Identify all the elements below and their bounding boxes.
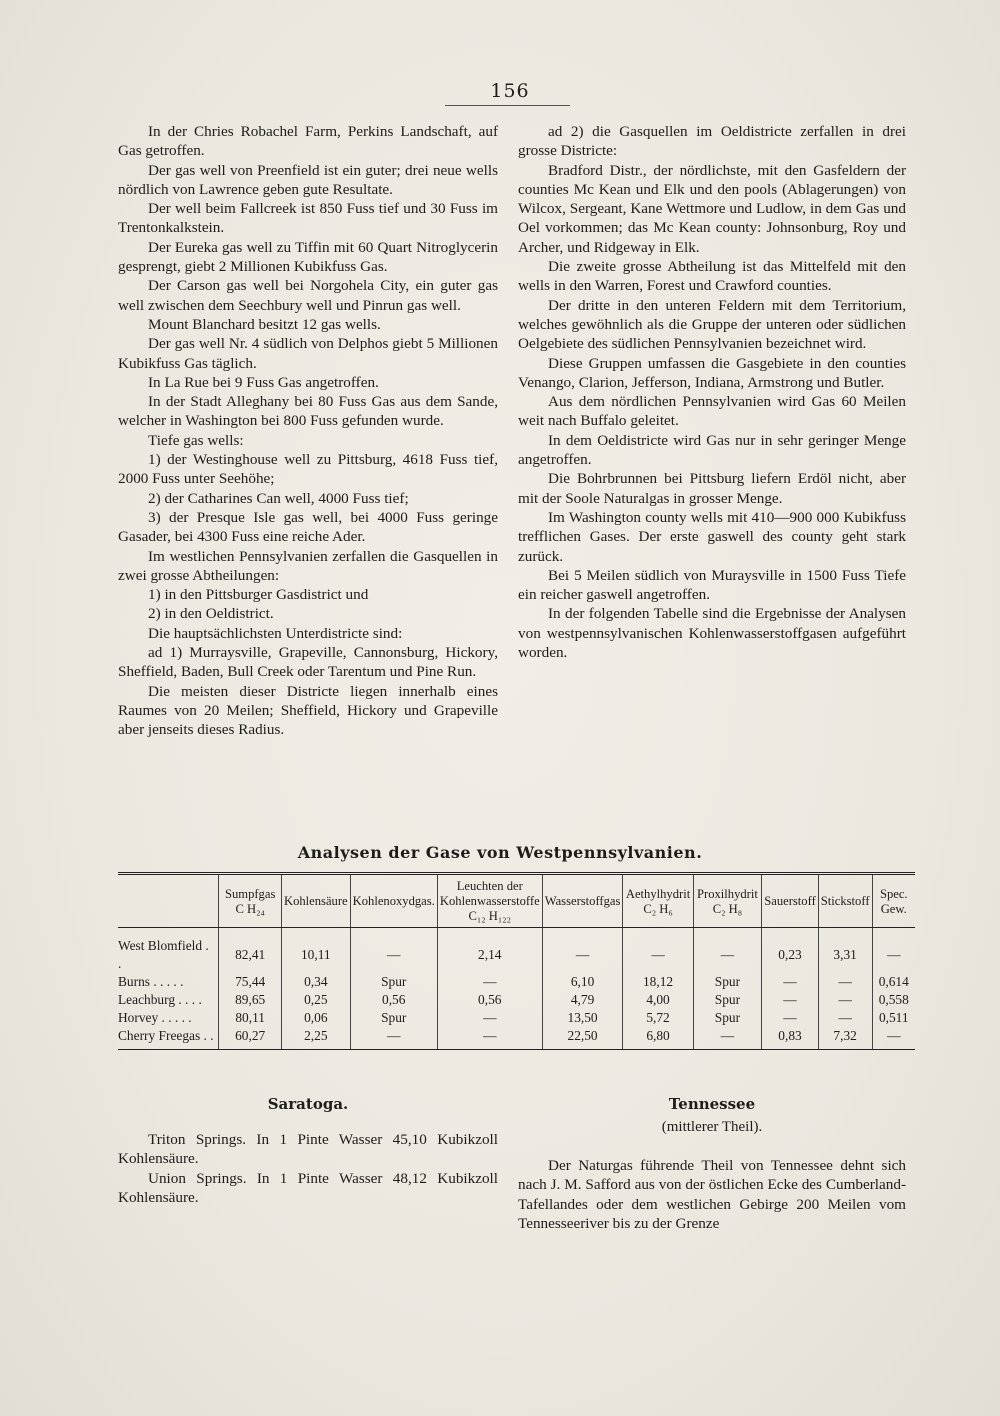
list-item: 3) der Presque Isle gas well, bei 4000 Fuss geringe Gasader, bei 4300 Fuss eine reiche Ader. (118, 508, 498, 546)
section-subtitle-tennessee: (mittlerer Theil). (661, 1119, 763, 1135)
table-cell: — (437, 1027, 542, 1050)
column-header: Stickstoff (818, 874, 872, 928)
table-cell: 13,50 (542, 1009, 623, 1027)
section-title-tennessee: Tennessee (668, 1095, 756, 1113)
list-item: 1) der Westinghouse well zu Pittsburg, 4618 Fuss tief, 2000 Fuss unter Seehöhe; (118, 451, 498, 488)
saratoga-section (118, 1130, 498, 1207)
table-cell: Spur (693, 1009, 762, 1027)
table-header-row (118, 874, 915, 928)
tennessee-section (518, 1156, 906, 1233)
column-header: Kohlensäure (281, 874, 350, 928)
paragraph: Mount Blanchard besitzt 12 gas wells. (148, 315, 381, 333)
table-cell: 82,41 (219, 928, 282, 974)
table-cell: Cherry Freegas . . (118, 1027, 219, 1050)
paragraph: Im Washington county wells mit 410—900 000 Kubikfuss trefflichen Gases. Der erste gaswell des county geht stark zurück. (518, 508, 906, 565)
table-cell: 22,50 (542, 1027, 623, 1050)
table-row (118, 991, 915, 1009)
column-header-location (118, 874, 219, 928)
column-header: Aethylhydrit C₂ H₆ (623, 874, 693, 928)
table-cell: 89,65 (219, 991, 282, 1009)
table-cell: — (762, 991, 819, 1009)
table-cell: — (818, 1009, 872, 1027)
list-item: 2) in den Oeldistrict. (148, 605, 274, 623)
paragraph: Die Bohrbrunnen bei Pittsburg liefern Erdöl nicht, aber mit der Soole Naturalgas in grosser Menge. (518, 470, 906, 507)
column-header: Kohlenoxydgas. (350, 874, 437, 928)
table-cell: 75,44 (219, 973, 282, 991)
table-cell: Leachburg . . . . (118, 992, 202, 1007)
paragraph: In La Rue bei 9 Fuss Gas angetroffen. (148, 373, 379, 391)
table-row (118, 973, 915, 991)
table-cell: 0,23 (762, 928, 819, 974)
table-cell: 80,11 (219, 1009, 282, 1027)
paragraph: In der Chries Robachel Farm, Perkins Landschaft, auf Gas getroffen. (118, 123, 498, 160)
paragraph: Der gas well Nr. 4 südlich von Delphos giebt 5 Millionen Kubikfuss Gas täglich. (118, 335, 498, 372)
table-cell: 10,11 (281, 928, 350, 974)
table-cell: 4,00 (623, 991, 693, 1009)
column-header: Sauerstoff (762, 874, 819, 928)
list-item: ad 1) Murraysville, Grapeville, Cannonsburg, Hickory, Sheffield, Baden, Bull Creek oder Tarentum und Pine Run. (118, 644, 498, 681)
table-cell: 0,34 (281, 973, 350, 991)
table-cell: 0,06 (281, 1009, 350, 1027)
table-cell: 6,10 (542, 973, 623, 991)
section-title-saratoga: Saratoga. (267, 1095, 349, 1113)
table-cell: 2,25 (281, 1027, 350, 1050)
table-cell: — (818, 973, 872, 991)
table-cell: 7,32 (818, 1027, 872, 1050)
table-title: Analysen der Gase von Westpennsylvanien. (297, 843, 703, 862)
paragraph: In der Stadt Alleghany bei 80 Fuss Gas aus dem Sande, welcher in Washington bei 800 Fuss gefunden wurde. (118, 393, 498, 430)
right-column (518, 122, 906, 662)
list-item: 2) der Catharines Can well, 4000 Fuss tief; (148, 489, 409, 507)
paragraph: Diese Gruppen umfassen die Gasgebiete in den counties Venango, Clarion, Jefferson, Indiana, Armstrong und Butler. (518, 354, 906, 391)
gas-analysis-table (118, 872, 915, 1050)
paragraph: Die hauptsächlichsten Unterdistricte sind: (148, 624, 403, 642)
paragraph: Der dritte in den unteren Feldern mit dem Territorium, welches gewöhnlich als die Gruppe der unteren oder südlichen Oelgebiete des südlichen Pennsylvanien bezeichnet wird. (518, 296, 906, 353)
paragraph: Aus dem nördlichen Pennsylvanien wird Gas 60 Meilen weit nach Buffalo geleitet. (518, 393, 906, 430)
table-cell: 3,31 (818, 928, 872, 974)
list-item: 1) in den Pittsburger Gasdistrict und (148, 586, 369, 604)
table-cell: Spur (350, 1009, 437, 1027)
table-cell: Spur (693, 973, 762, 991)
paragraph: Der gas well von Preenfield ist ein guter; drei neue wells nördlich von Lawrence geben gute Resultate. (118, 161, 498, 198)
paragraph: In der folgenden Tabelle sind die Ergebnisse der Analysen von westpennsylvanischen Kohlenwasserstoffgasen aufgeführt worden. (518, 605, 906, 662)
table-cell: 0,83 (762, 1027, 819, 1050)
table-cell: — (693, 928, 762, 974)
table-cell: — (872, 928, 915, 974)
paragraph: Union Springs. In 1 Pinte Wasser 48,12 Kubikzoll Kohlensäure. (118, 1169, 498, 1206)
paragraph: Die meisten dieser Districte liegen innerhalb eines Raumes von 20 Meilen; Sheffield, Hickory und Grapeville aber jenseits dieses Radius. (118, 682, 498, 739)
table-cell: — (818, 991, 872, 1009)
paragraph: Bradford Distr., der nördlichste, mit den Gasfeldern der counties Mc Kean und Elk und den pools (Ablagerungen) von Wilcox, Sergeant, Kane Wettmore und Ludlow, in dem Gas und Oel vorkommen; das Mc Kean county: Johnsonburg, Roy und Archer, und Ridgeway in Elk. (518, 161, 906, 256)
table-cell: Horvey . . . . . (118, 1010, 192, 1025)
column-header: Sumpfgas C H₂₄ (219, 874, 282, 928)
paragraph: Der Carson gas well bei Norgohela City, ein guter gas well zwischen dem Seechbury well und Pinrun gas well. (118, 277, 498, 314)
table-cell: 0,25 (281, 991, 350, 1009)
table-cell: Spur (350, 973, 437, 991)
paragraph: ad 2) die Gasquellen im Oeldistricte zerfallen in drei grosse Districte: (518, 123, 906, 160)
table-cell: 6,80 (623, 1027, 693, 1050)
table-cell: West Blomfield . . (118, 938, 209, 971)
table-cell: — (350, 928, 437, 974)
paragraph: Die zweite grosse Abtheilung ist das Mittelfeld mit den wells in den Warren, Forest und Crawford counties. (518, 258, 906, 295)
table-cell: 4,79 (542, 991, 623, 1009)
paragraph: Triton Springs. In 1 Pinte Wasser 45,10 Kubikzoll Kohlensäure. (118, 1131, 498, 1168)
paragraph: Der well beim Fallcreek ist 850 Fuss tief und 30 Fuss im Trentonkalkstein. (118, 200, 498, 237)
table-cell: Spur (693, 991, 762, 1009)
paragraph: Der Eureka gas well zu Tiffin mit 60 Quart Nitroglycerin gesprengt, giebt 2 Millionen Kubikfuss Gas. (118, 238, 498, 276)
column-header: Spec. Gew. (872, 874, 915, 928)
table-cell: — (350, 1027, 437, 1050)
table-row (118, 928, 915, 974)
page-number: 156 (490, 80, 530, 102)
table-cell: — (437, 1009, 542, 1027)
table-cell: 2,14 (437, 928, 542, 974)
table-cell: — (693, 1027, 762, 1050)
table-cell: 0,511 (872, 1009, 915, 1027)
table-cell: — (542, 928, 623, 974)
table-cell: 18,12 (623, 973, 693, 991)
table-cell: 5,72 (623, 1009, 693, 1027)
left-column (118, 122, 498, 740)
table-cell: — (872, 1027, 915, 1050)
table-cell: 0,56 (350, 991, 437, 1009)
table-cell: 60,27 (219, 1027, 282, 1050)
column-header: Proxilhydrit C₂ H₈ (693, 874, 762, 928)
column-header: Wasserstoffgas (542, 874, 623, 928)
paragraph: Der Naturgas führende Theil von Tennessee dehnt sich nach J. M. Safford aus von der östlichen Ecke des Cumberland-Tafellandes oder dem westlichen Gebirge 200 Meilen vom Tennesseeriver bis zu der Grenze (518, 1157, 906, 1232)
table-row (118, 1009, 915, 1027)
paragraph: Im westlichen Pennsylvanien zerfallen die Gasquellen in zwei grosse Abtheilungen: (118, 547, 498, 584)
table-cell: 0,558 (872, 991, 915, 1009)
table-cell: — (437, 973, 542, 991)
paragraph: Tiefe gas wells: (148, 431, 244, 449)
table-cell: Burns . . . . . (118, 974, 184, 989)
table-cell: — (762, 1009, 819, 1027)
table-cell: 0,56 (437, 991, 542, 1009)
paragraph: In dem Oeldistricte wird Gas nur in sehr geringer Menge angetroffen. (518, 431, 906, 469)
table-cell: — (623, 928, 693, 974)
paragraph: Bei 5 Meilen südlich von Muraysville in 1500 Fuss Tiefe ein reicher gaswell angetroffen. (518, 566, 906, 604)
table-row (118, 1027, 915, 1050)
table-cell: — (762, 973, 819, 991)
table-cell: 0,614 (872, 973, 915, 991)
page-number-rule (445, 105, 570, 106)
column-header: Leuchten der Kohlenwasserstoffe C₁₂ H₁₂₂ (437, 874, 542, 928)
